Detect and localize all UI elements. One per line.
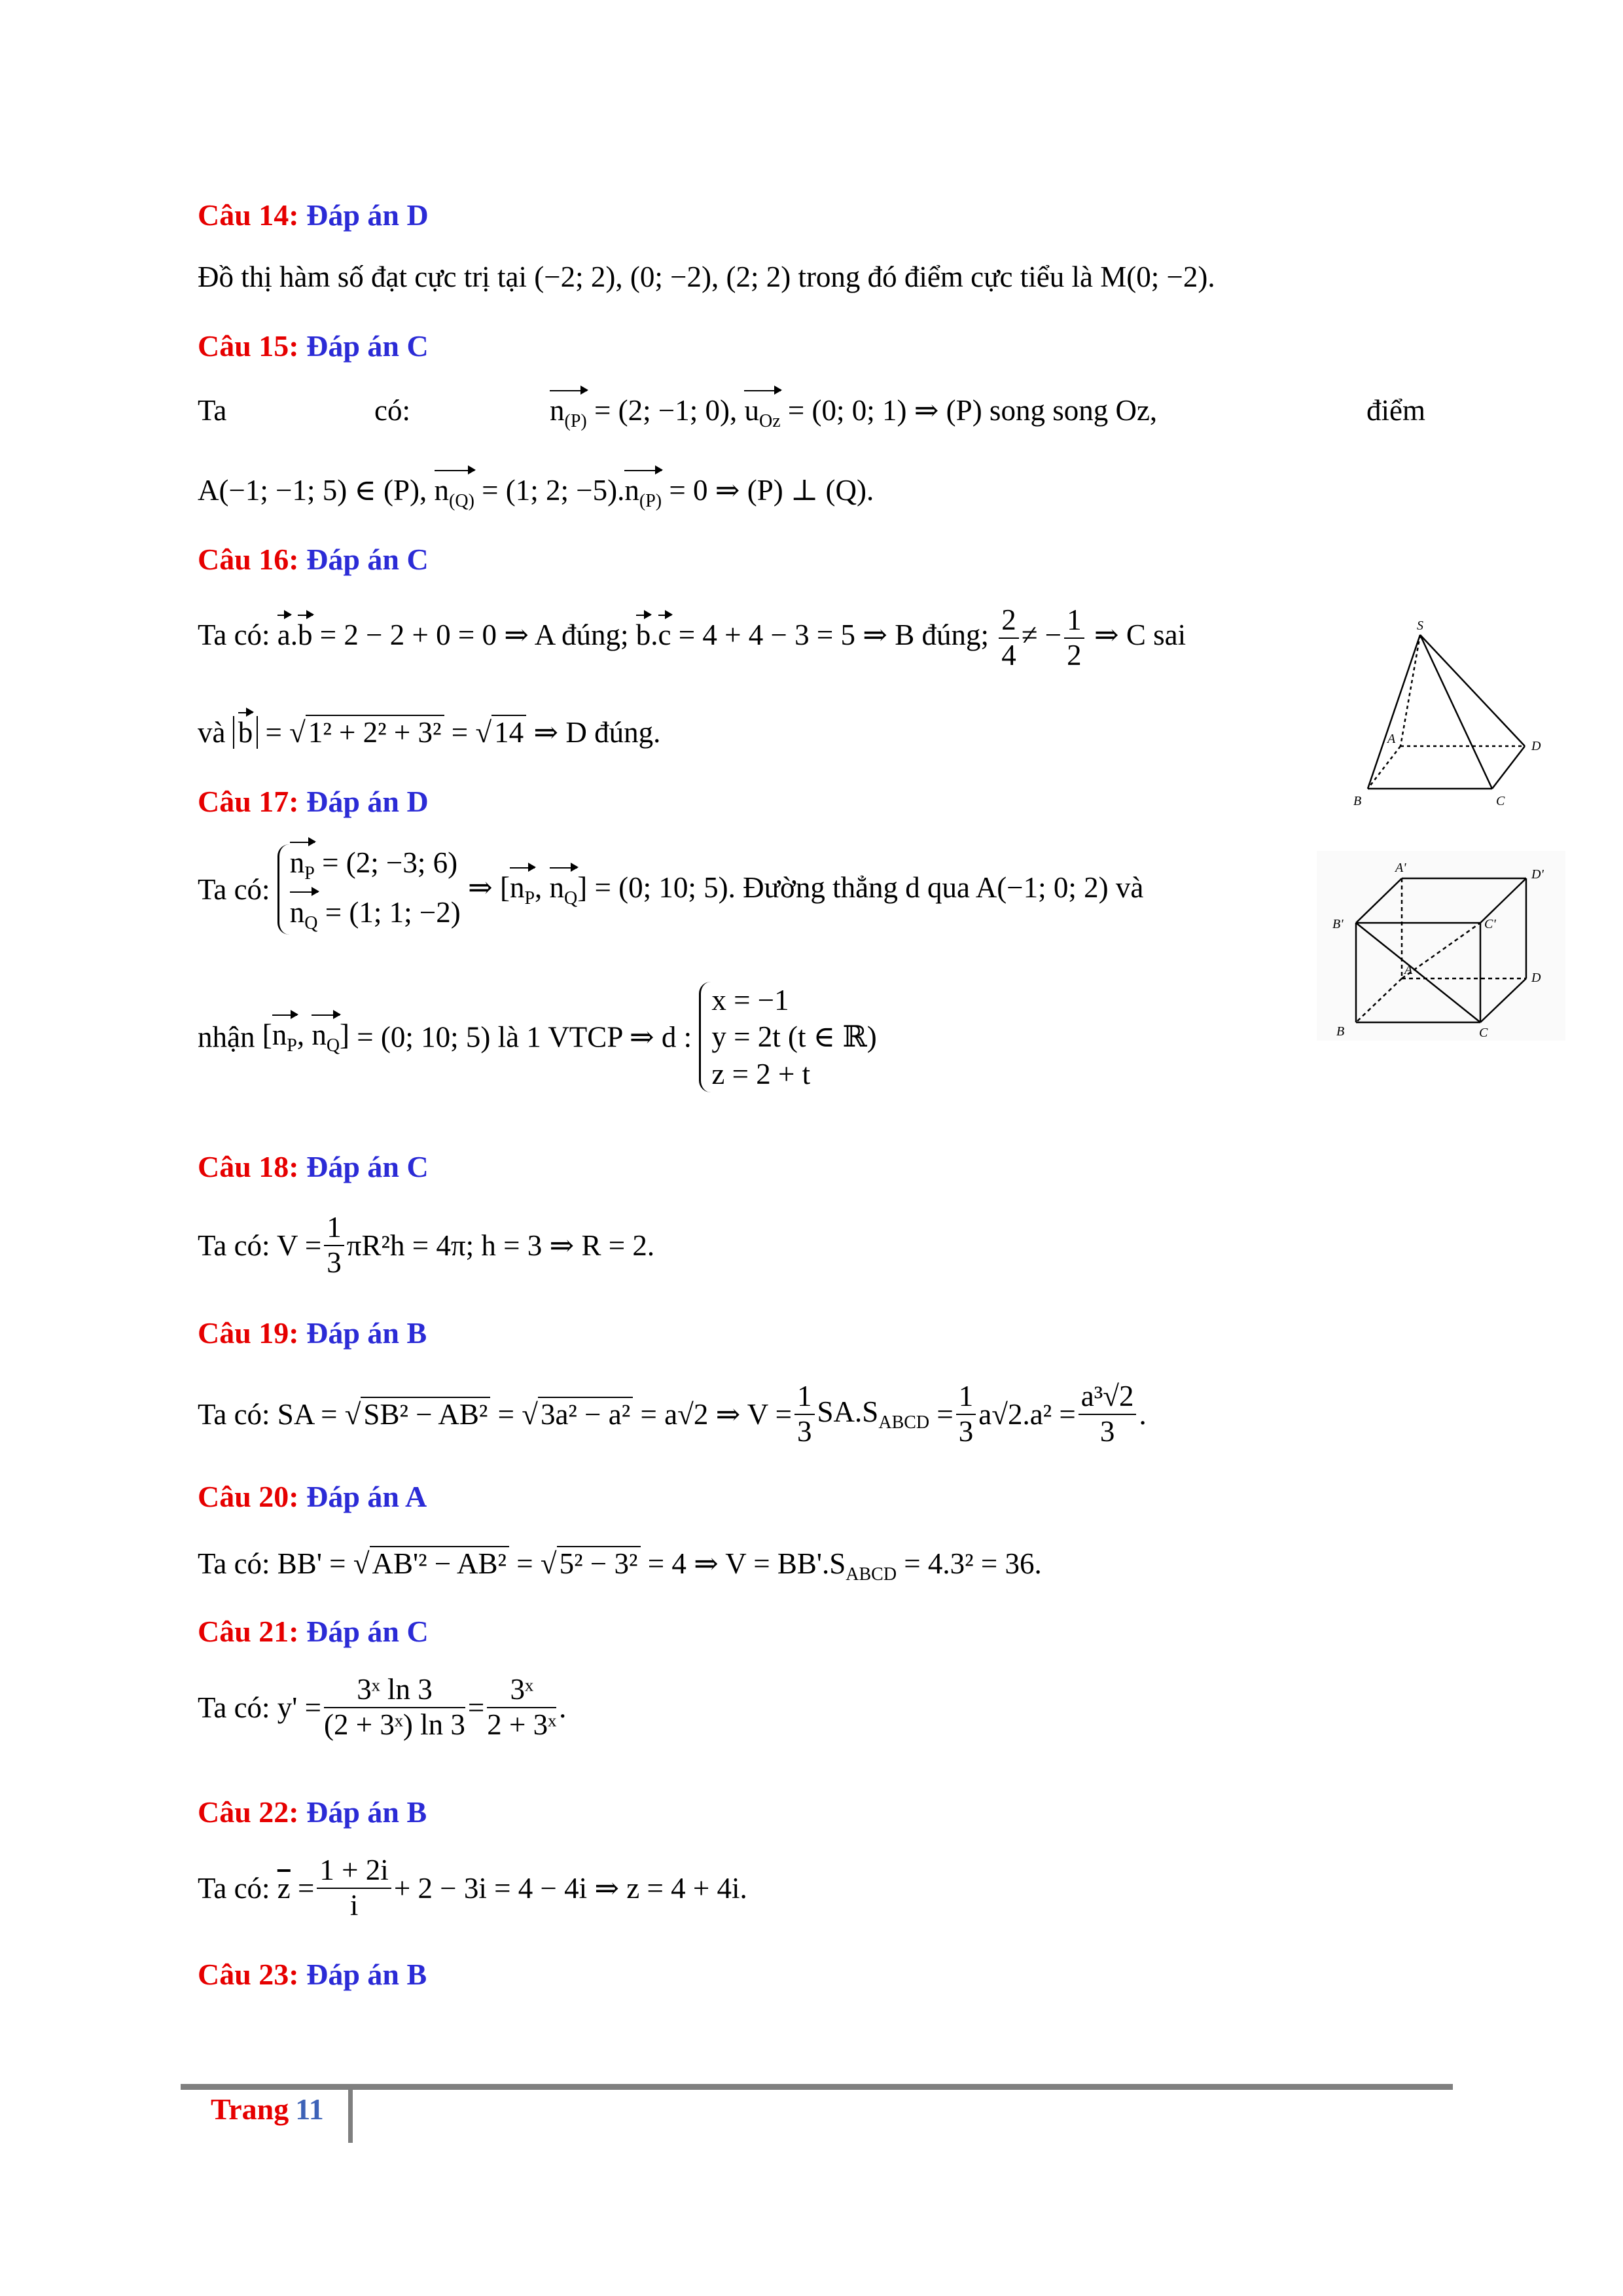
edge-sa [1400, 635, 1420, 746]
question-number: Câu 14: [198, 198, 299, 232]
fraction: $\frac{\text{3ˣ ln 3}}{\text{(2 + 3ˣ) ln 3}}$ [324, 1673, 465, 1741]
vector-b3: b [238, 716, 253, 749]
q16-part2: = 4 + 4 − 3 = 5 ⇒ B đúng; [678, 619, 990, 652]
q18-rest: πR²h = 4π; h = 3 ⇒ R = 2. [346, 1229, 655, 1262]
q21-line [198, 1673, 566, 1742]
q15-diem: điểm [1366, 394, 1425, 427]
vector-np: $n_{(P)}$ [624, 474, 662, 511]
q15-line-2 [198, 473, 874, 512]
footer-vertical-bar [348, 2085, 353, 2143]
equals: = [298, 1871, 315, 1905]
q17-nhan: nhận [198, 1020, 255, 1054]
equals: = [516, 1547, 533, 1580]
question-number: Câu 22: [198, 1795, 299, 1829]
radical: SB² − AB² [361, 1397, 490, 1431]
q17-line-2: nhận [$n_P$, $n_Q] = (0$; 10; 5) là 1 VTCP ⇒ d : x = −1 y = 2t (t ∈ ℝ) z = 2 + t [198, 982, 877, 1092]
vector-b2: b [635, 619, 651, 652]
question-heading-21 [198, 1614, 429, 1649]
line-equation-brace: x = −1 y = 2t (t ∈ ℝ) z = 2 + t [699, 982, 876, 1092]
question-heading-19 [198, 1316, 427, 1350]
q15-co: có: [374, 394, 410, 427]
vector-np: $n_P$ [290, 844, 315, 885]
z-conjugate: $\overline{z}$ [277, 1871, 291, 1905]
question-heading-15 [198, 329, 429, 363]
q15-line-1 [198, 393, 1441, 431]
q21-prefix: Ta có: y' = [198, 1691, 322, 1724]
edge-sd [1420, 635, 1525, 746]
q20-end: = 4.3² = 36. [904, 1547, 1042, 1580]
equals: = [936, 1397, 954, 1431]
q15-point: A(−1; −1; 5) ∈ (P), [198, 474, 427, 507]
equals: = [497, 1397, 514, 1431]
vector-np2: $n_P$ [509, 870, 535, 908]
question-number: Câu 19: [198, 1316, 299, 1350]
q20-line: Ta có: BB' = √AB'² − AB² = √5² − 3² = 4 ⇒ $V = BB'.S_{ABCD} = 4.3^2 = 36$. [198, 1547, 1042, 1585]
radical: 1² + 2² + 3² [306, 715, 444, 749]
q15-line2c: = 0 ⇒ (P) ⊥ (Q). [669, 474, 874, 507]
vector-nq: $n_{(Q)}$ [434, 474, 474, 511]
system-brace: $n_P = (2$; −3; 6) $n_Q = (1$; 1; −2) [277, 844, 461, 935]
page-value: 11 [295, 2092, 324, 2126]
fraction: $\frac{1 + 2i}{i}$ [317, 1854, 391, 1923]
radical: 14 [491, 715, 526, 749]
label-b: B [1353, 794, 1362, 808]
q16-part1: = 2 − 2 + 0 = 0 ⇒ A đúng; [319, 619, 629, 652]
prism-figure [1317, 851, 1565, 1041]
question-heading-22 [198, 1795, 427, 1829]
q14-solution: Đồ thị hàm số đạt cực trị tại (−2; 2), (0; −2), (2; 2) trong đó điểm cực tiểu là M(0; −2). [198, 260, 1215, 293]
q19-line: Ta có: SA = √SB² − AB² = √3a² − a² = a√2 ⇒ V = $\frac{1}{3}$ $SA.S_{ABCD}$ = $\frac{1}{3}$ a√2.a² = $\frac{\text{a³√2}}{3}$ . [198, 1380, 1147, 1448]
answer-label: Đáp án B [306, 1958, 427, 1991]
page-number [211, 2092, 324, 2126]
edge-cd [1492, 746, 1525, 789]
radical: 3a² − a² [538, 1397, 633, 1431]
vector-c: c [658, 619, 671, 652]
label-a: A [1404, 963, 1413, 977]
fraction: $\frac{1}{3}$ [324, 1211, 344, 1280]
label-a1: A' [1395, 861, 1406, 875]
question-number: Câu 23: [198, 1958, 299, 1991]
q19-mid: = a√2 ⇒ V = [640, 1397, 793, 1431]
page-label: Trang [211, 2092, 289, 2126]
vector-u: $u_{Oz}$ [744, 394, 781, 431]
q16-neq: ≠ − [1021, 619, 1062, 652]
question-heading-18 [198, 1149, 429, 1184]
label-c1: C' [1484, 917, 1496, 931]
vector-nq3: $n_Q$ [312, 1018, 340, 1056]
answer-label: Đáp án C [306, 329, 429, 363]
fraction: $\frac{1}{3}$ [956, 1380, 976, 1449]
question-heading-17 [198, 784, 429, 819]
q16-part3: ⇒ C sai [1094, 619, 1186, 652]
q15-expr2: = (0; 0; 1) ⇒ (P) song song Oz, [787, 394, 1158, 427]
question-number: Câu 20: [198, 1480, 299, 1513]
period: . [559, 1691, 567, 1724]
radical: 5² − 3² [557, 1546, 641, 1580]
answer-label: Đáp án A [306, 1480, 427, 1513]
question-number: Câu 15: [198, 329, 299, 363]
answer-label: Đáp án D [306, 785, 429, 818]
label-d: D [1531, 971, 1541, 985]
q15-expr1: = (2; −1; 0), [594, 394, 738, 427]
label-d: D [1531, 739, 1541, 753]
answer-label: Đáp án C [306, 1150, 429, 1183]
q20-prefix: Ta có: BB' = [198, 1547, 346, 1580]
label-c: C [1496, 794, 1505, 808]
q17-result2: = (0; 10; 5) là 1 VTCP ⇒ d : [357, 1020, 692, 1054]
fraction: $\frac{2}{4}$ [999, 603, 1019, 673]
subscript: ABCD [846, 1564, 897, 1585]
q20-rest: = 4 ⇒ V = BB'.S [647, 1547, 846, 1580]
label-b1: B' [1332, 917, 1344, 931]
q15-line2b: = (1; 2; −5). [482, 474, 625, 507]
fraction: $\frac{1}{3}$ [794, 1380, 815, 1449]
q22-line [198, 1854, 747, 1923]
q18-prefix: Ta có: V = [198, 1229, 322, 1262]
vector-n: $n_{(P)}$ [550, 394, 587, 431]
edge-sc [1420, 635, 1492, 789]
question-heading-16 [198, 542, 429, 577]
q16-va: và [198, 716, 226, 749]
edge-sb [1368, 635, 1420, 789]
answer-label: Đáp án C [306, 1615, 429, 1648]
question-heading-20 [198, 1479, 427, 1514]
vector-np3: $n_P$ [272, 1018, 297, 1056]
q19-prefix: Ta có: SA = [198, 1397, 338, 1431]
answer-label: Đáp án B [306, 1795, 427, 1829]
label-s: S [1417, 619, 1423, 633]
fraction: $\frac{\text{3ˣ}}{\text{2 + 3ˣ}}$ [487, 1673, 557, 1741]
q16-line-2: và b = √1² + 2² + 3² = √14 ⇒ D đúng. [198, 716, 661, 749]
equals: = [467, 1691, 485, 1724]
q22-prefix: Ta có: [198, 1871, 270, 1905]
pyramid-figure [1342, 615, 1564, 812]
period: . [1139, 1397, 1147, 1431]
footer-divider [181, 2084, 1453, 2090]
q17-line-1: Ta có: $n_P = (2$; −3; 6) $n_Q = (1$; 1; −2) ⇒ [$n_P$, $n_Q] = (0$; 10; 5). Đường thẳng d qua A(−1; 0; 2) và [198, 844, 1143, 935]
edge-ab [1368, 746, 1400, 789]
q16-prefix: Ta có: [198, 619, 270, 652]
question-heading-14 [198, 198, 429, 232]
equals: = [451, 716, 469, 749]
answer-label: Đáp án C [306, 543, 429, 576]
label-b: B [1336, 1024, 1345, 1039]
fraction: $\frac{1}{2}$ [1064, 603, 1084, 673]
question-number: Câu 21: [198, 1615, 299, 1648]
q17-result: = (0; 10; 5). Đường thẳng d qua A(−1; 0; 2) và [594, 870, 1144, 904]
question-number: Câu 18: [198, 1150, 299, 1183]
label-a: A [1387, 732, 1396, 746]
q22-rest: + 2 − 3i = 4 − 4i ⇒ z = 4 + 4i. [393, 1871, 747, 1905]
question-number: Câu 16: [198, 543, 299, 576]
question-number: Câu 17: [198, 785, 299, 818]
q15-ta: Ta [198, 394, 227, 427]
q17-prefix: Ta có: [198, 873, 270, 906]
vector-a: a [277, 619, 291, 652]
q16-line-1: Ta có: a.b = 2 − 2 + 0 = 0 ⇒ A đúng; b.c = 4 + 4 − 3 = 5 ⇒ B đúng; $\frac{2}{4}$ ≠ − $\frac{1}{2}$ ⇒ C sai [198, 603, 1186, 672]
answer-label: Đáp án B [306, 1316, 427, 1350]
vector-b: b [298, 619, 313, 652]
q19-mid2: a√2.a² = [978, 1397, 1076, 1431]
vector-nq: $n_Q$ [290, 894, 318, 935]
q16-end: ⇒ D đúng. [533, 716, 661, 749]
q18-line [198, 1211, 654, 1280]
label-c: C [1479, 1026, 1488, 1040]
answer-label: Đáp án D [306, 198, 429, 232]
fraction: $\frac{\text{a³√2}}{3}$ [1079, 1380, 1137, 1449]
vector-nq2: $n_Q$ [549, 870, 578, 908]
question-heading-23 [198, 1957, 427, 1992]
radical: AB'² − AB² [370, 1546, 510, 1580]
label-d1: D' [1531, 867, 1544, 882]
